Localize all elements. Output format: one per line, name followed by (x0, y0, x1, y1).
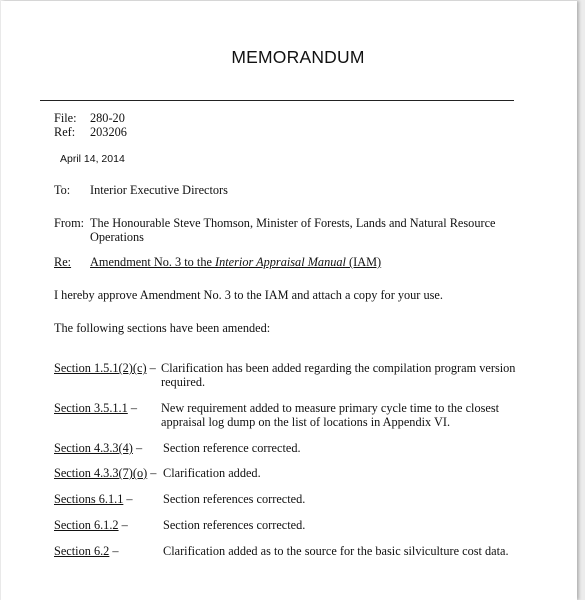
section-desc-line: Section references corrected. (163, 492, 306, 506)
file-value: 280-20 (90, 111, 125, 125)
re-subject-prefix: Amendment No. 3 to the (90, 255, 215, 269)
from-line-2: Operations (90, 230, 144, 244)
approval-paragraph: I hereby approve Amendment No. 3 to the IAM and attach a copy for your use. (54, 288, 443, 302)
ref-value: 203206 (90, 125, 127, 139)
section-ref: Sections 6.1.1 – (54, 492, 133, 506)
ref-label: Ref: (54, 125, 76, 139)
sections-intro-paragraph: The following sections have been amended: (54, 321, 271, 335)
section-ref: Section 3.5.1.1 – (54, 401, 138, 415)
section-desc-line: required. (161, 375, 206, 389)
re-label: Re: (54, 255, 72, 269)
section-ref: Section 4.3.3(7)(o) – (54, 466, 157, 480)
file-label: File: (54, 111, 77, 125)
header-rule (40, 100, 514, 101)
section-desc-line: Clarification has been added regarding the compilation program version (161, 361, 516, 375)
memo-title: MEMORANDUM (231, 47, 365, 67)
to-value: Interior Executive Directors (90, 183, 228, 197)
re-subject (90, 255, 381, 269)
section-desc-line: Section references corrected. (163, 518, 306, 532)
re-subject-suffix: (IAM) (345, 255, 382, 269)
section-desc-line: Section reference corrected. (163, 441, 301, 455)
to-label: To: (54, 183, 71, 197)
section-ref: Section 6.2 – (54, 544, 119, 558)
from-label: From: (54, 216, 85, 230)
from-line-1: The Honourable Steve Thomson, Minister of Forests, Lands and Natural Resource (90, 216, 496, 230)
section-ref: Section 1.5.1(2)(c) – (54, 361, 156, 375)
re-subject-manual-title: Interior Appraisal Manual (215, 255, 346, 269)
section-desc-line: New requirement added to measure primary cycle time to the closest (161, 401, 500, 415)
section-desc-line: Clarification added. (163, 466, 261, 480)
section-ref: Section 4.3.3(4) – (54, 441, 143, 455)
section-ref: Section 6.1.2 – (54, 518, 128, 532)
section-desc-line: appraisal log dump on the list of locations in Appendix VI. (161, 415, 451, 429)
document-page (1, 1, 577, 600)
memo-date: April 14, 2014 (60, 153, 125, 165)
section-desc-line: Clarification added as to the source for the basic silviculture cost data. (163, 544, 509, 558)
